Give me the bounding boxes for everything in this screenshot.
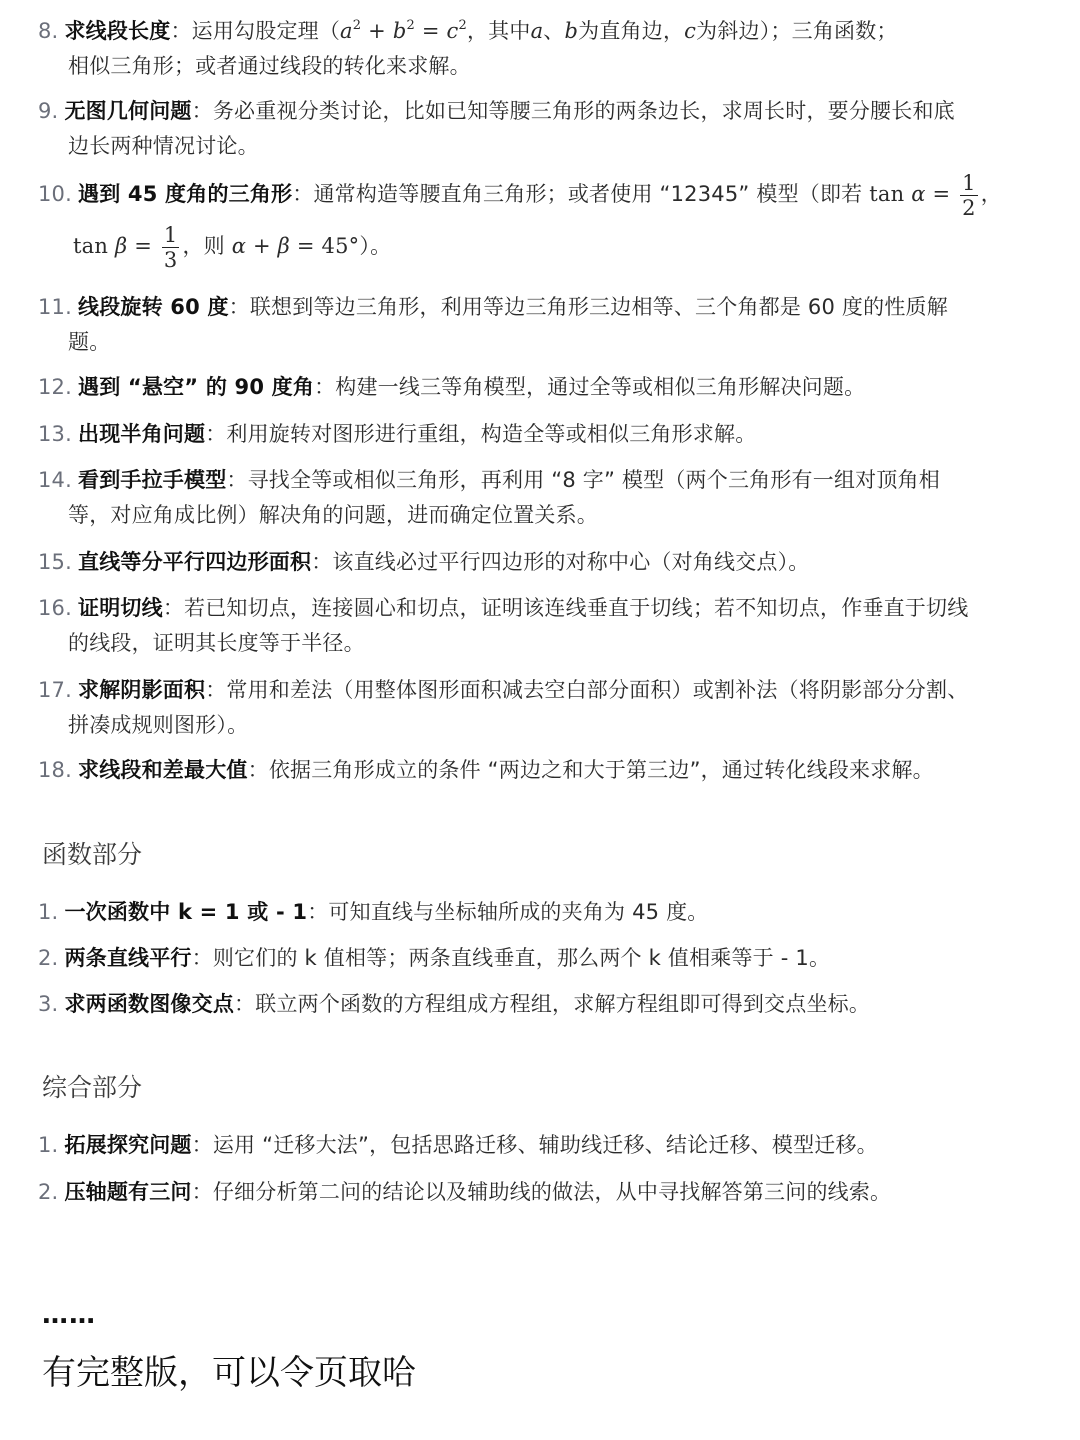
item-number: 1. [38,1133,59,1157]
item-text: 联立两个函数的方程组成方程组，求解方程组即可得到交点坐标。 [255,992,871,1016]
item-text: 依据三角形成立的条件 “两边之和大于第三边”，通过转化线段来求解。 [268,758,934,782]
separator: ： [191,99,213,123]
function-item-1 [38,895,1053,930]
separator: ： [311,550,333,574]
function-item-3 [38,987,1053,1022]
fraction-numerator: 1 [163,222,178,247]
item-continuation: 的线段，证明其长度等于半径。 [68,631,365,655]
separator: ： [228,295,250,319]
item-continuation: 相似三角形；或者通过线段的转化来求解。 [68,54,471,78]
item-text: 联想到等边三角形，利用等边三角形三边相等、三个角都是 60 度的性质解 [249,295,948,319]
separator: ： [191,1133,213,1157]
math-exp-a: 2 [352,18,362,33]
var-c: c [684,19,697,43]
item-title: 求解阴影面积 [78,678,206,702]
item-title: 拓展探究问题 [64,1133,192,1157]
math-degree: 45° [321,234,360,258]
separator: ： [234,992,256,1016]
item-title: 一次函数中 k = 1 或 - 1 [64,900,308,924]
item-number: 16. [38,596,72,620]
item-title: 遇到 “悬空” 的 90 度角 [78,375,315,399]
math-plus: + [246,234,278,258]
item-number: 18. [38,758,72,782]
item-text: ， [980,182,1002,206]
item-number: 9. [38,99,59,123]
item-number: 13. [38,422,72,446]
item-title: 压轴题有三问 [64,1180,192,1204]
item-text: 构建一线三等角模型，通过全等或相似三角形解决问题。 [335,375,866,399]
math-equals: = [925,182,958,206]
item-continuation: 等，对应角成比例）解决角的问题，进而确定位置关系。 [68,503,598,527]
fraction-denominator: 3 [163,247,178,272]
item-text: 利用旋转对图形进行重组，构造全等或相似三角形求解。 [226,422,757,446]
item-text: 务必重视分类讨论，比如已知等腰三角形的两条边长，求周长时，要分腰长和底 [212,99,955,123]
item-text: ）。 [359,234,392,258]
var-a: a [530,19,544,43]
math-c: c [446,19,459,43]
item-title: 两条直线平行 [64,946,192,970]
item-title: 线段旋转 60 度 [78,295,229,319]
item-number: 11. [38,295,72,319]
item-text: 为直角边， [578,19,685,43]
item-number: 1. [38,900,59,924]
separator: ： [314,375,336,399]
item-continuation: 题。 [68,330,111,354]
item-continuation: 拼凑成规则图形）。 [68,713,249,737]
function-item-2 [38,941,1053,976]
fraction-one-half [960,171,978,220]
item-title: 直线等分平行四边形面积 [78,550,312,574]
item-text: 则它们的 k 值相等；两条直线垂直，那么两个 k 值相乘等于 - 1。 [212,946,831,970]
item-number: 3. [38,992,59,1016]
list-item-12 [38,370,1053,405]
math-beta: β [277,234,290,258]
list-item-10 [38,168,1053,272]
item-text: 、 [543,19,565,43]
fraction-denominator: 2 [962,195,976,220]
separator: ： [247,758,269,782]
separator: ： [292,182,314,206]
separator: ： [307,900,329,924]
separator: ： [191,946,213,970]
math-b: b [392,19,407,43]
fraction-numerator: 1 [962,170,976,195]
item-number: 2. [38,1180,59,1204]
list-item-9 [38,94,1053,164]
separator: ： [162,596,185,620]
fraction-one-third [162,223,180,272]
item-title: 证明切线 [78,596,163,620]
math-plus: + [361,19,393,43]
list-item-15 [38,545,1053,580]
item-text: 为斜边）；三角函数； [696,19,898,43]
separator: ： [191,1180,213,1204]
math-alpha: α [231,234,247,258]
item-text: 若已知切点，连接圆心和切点，证明该连线垂直于切线；若不知切点，作垂直于切线 [184,596,969,620]
item-title: 无图几何问题 [64,99,192,123]
math-tan: tan [73,234,109,258]
item-number: 2. [38,946,59,970]
separator: ： [205,422,227,446]
var-b: b [564,19,579,43]
item-text: 该直线必过平行四边形的对称中心（对角线交点）。 [332,550,810,574]
math-beta: β [114,234,128,258]
item-number: 14. [38,468,72,492]
list-item-18 [38,753,1053,788]
item-text: 仔细分析第二问的结论以及辅助线的做法，从中寻找解答第三问的线索。 [212,1180,892,1204]
item-title: 遇到 45 度角的三角形 [78,182,293,206]
separator: ： [205,678,227,702]
list-item-14 [38,463,1053,533]
list-item-8 [38,14,1053,84]
section-heading-functions: 函数部分 [42,840,143,869]
separator: ： [226,468,248,492]
separator: ： [170,19,192,43]
item-text: 常用和差法（用整体图形面积减去空白部分面积）或割补法（将阴影部分分割、 [226,678,969,702]
math-alpha: α [911,182,926,206]
item-number: 17. [38,678,72,702]
item-title: 出现半角问题 [78,422,206,446]
item-number: 12. [38,375,72,399]
list-item-11 [38,290,1053,360]
footer-note: 有完整版，可以令页取哈 [42,1353,416,1393]
item-text: 寻找全等或相似三角形，再利用 “8 字” 模型（两个三角形有一组对顶角相 [247,468,940,492]
item-title: 求线段和差最大值 [78,758,248,782]
item-title: 求线段长度 [64,19,171,43]
math-equals: = [127,234,159,258]
math-exp-c: 2 [458,18,467,33]
item-text: 运用 “迁移大法”，包括思路迁移、辅助线迁移、结论迁移、模型迁移。 [212,1133,878,1157]
math-a: a [340,19,353,43]
list-item-16 [38,591,1053,661]
list-item-13 [38,417,1053,452]
item-number: 15. [38,550,72,574]
math-equals: = [290,234,322,258]
math-tan: tan [869,182,905,206]
item-continuation [38,220,1053,272]
item-title: 看到手拉手模型 [78,468,227,492]
math-exp-b: 2 [406,18,415,33]
item-text: 运用勾股定理（ [191,19,341,43]
item-number: 8. [38,19,59,43]
math-equals: = [414,19,447,43]
comprehensive-item-2 [38,1175,1053,1210]
item-number: 10. [38,182,72,206]
item-text: 可知直线与坐标轴所成的夹角为 45 度。 [328,900,709,924]
item-text: ，其中 [466,19,531,43]
section-heading-comprehensive: 综合部分 [42,1073,143,1102]
comprehensive-item-1 [38,1128,1053,1163]
item-continuation: 边长两种情况讨论。 [68,134,259,158]
item-text: ，则 [182,234,232,258]
item-text: 通常构造等腰直角三角形；或者使用 “12345” 模型（即若 [313,182,870,206]
ellipsis: …… [42,1300,96,1330]
list-item-17 [38,673,1053,743]
item-title: 求两函数图像交点 [64,992,235,1016]
